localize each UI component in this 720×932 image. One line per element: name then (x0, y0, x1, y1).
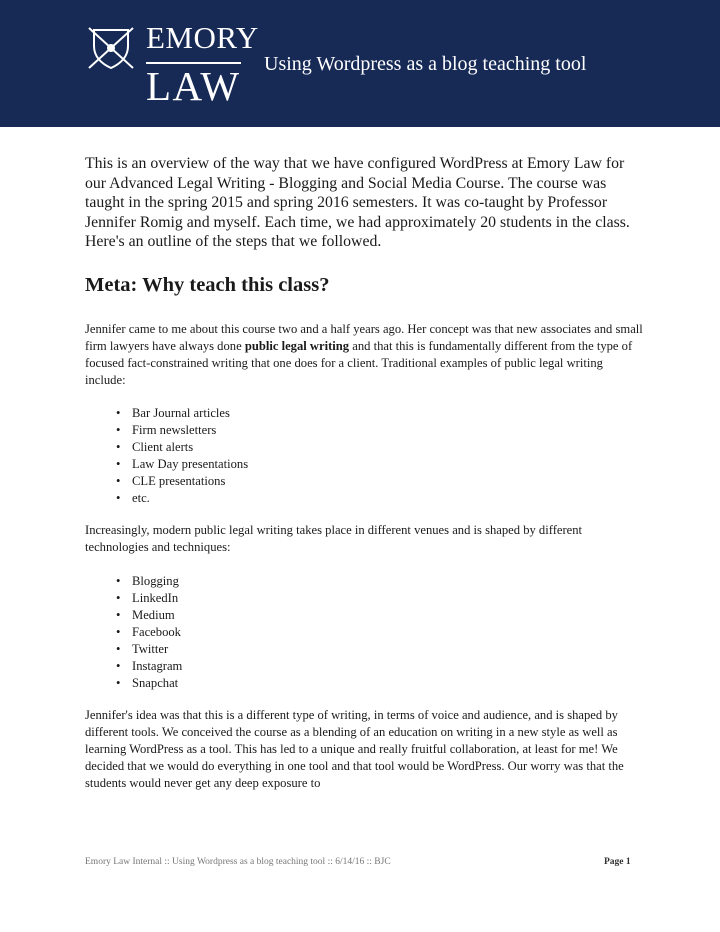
list-item: • Firm newsletters (116, 422, 248, 439)
list-item: • Snapchat (116, 675, 182, 692)
brand-law: LAW (146, 63, 241, 109)
footer-text: Emory Law Internal :: Using Wordpress as a blog teaching tool :: 6/14/16 :: BJC (85, 857, 391, 867)
list-item: • Twitter (116, 641, 182, 658)
emory-shield-icon (88, 26, 134, 70)
section-heading: Meta: Why teach this class? (85, 274, 330, 296)
list-item: • Medium (116, 607, 182, 624)
body-paragraph-3: Jennifer's idea was that this is a different type of writing, in terms of voice and audience, and is shaped by different tools. We conceived the course as a blending of an education on writing in a new style as well as learning WordPress as a tool. This has led to a unique and really fruitful collaboration, at least for me! We decided that we would do everything in one tool and that tool would be WordPress. Our worry was that the students would never get any deep exposure to (85, 708, 624, 790)
list-item: • LinkedIn (116, 590, 182, 607)
list-item: • Blogging (116, 573, 182, 590)
intro-paragraph: This is an overview of the way that we have configured WordPress at Emory Law for our Advanced Legal Writing - Blogging and Social Media Course. The course was taught in the spring 2015 and spring 2016 semesters. It was co-taught by Professor Jennifer Romig and myself. Each time, we had approximately 20 students in the class. Here's an outline of the steps that we followed. (85, 155, 630, 251)
list-item: • Client alerts (116, 439, 248, 456)
para1-text-after: and that this is fundamentally different from the type of focused fact-constrained writing that one does for a client. Traditional examples of public legal writing include: (85, 339, 633, 387)
technologies-list (116, 573, 182, 692)
page-header (0, 0, 720, 127)
body-paragraph-1 (85, 321, 645, 389)
para1-bold-phrase: public legal writing (244, 339, 350, 353)
body-paragraph-2: Increasingly, modern public legal writing takes place in different venues and is shaped by different technologies and techniques: (85, 523, 583, 554)
page-number: Page 1 (604, 857, 631, 867)
public-writing-examples-list (116, 405, 248, 507)
list-item: • etc. (116, 490, 248, 507)
document-title: Using Wordpress as a blog teaching tool (264, 53, 587, 75)
para1-text-before: Jennifer came to me about this course two and a half years ago. Her concept was that new associates and small firm lawyers have always done (85, 322, 643, 353)
list-item: • Bar Journal articles (116, 405, 248, 422)
list-item: • Law Day presentations (116, 456, 248, 473)
list-item: • CLE presentations (116, 473, 248, 490)
list-item: • Facebook (116, 624, 182, 641)
list-item: • Instagram (116, 658, 182, 675)
brand-emory: EMORY (146, 20, 259, 55)
